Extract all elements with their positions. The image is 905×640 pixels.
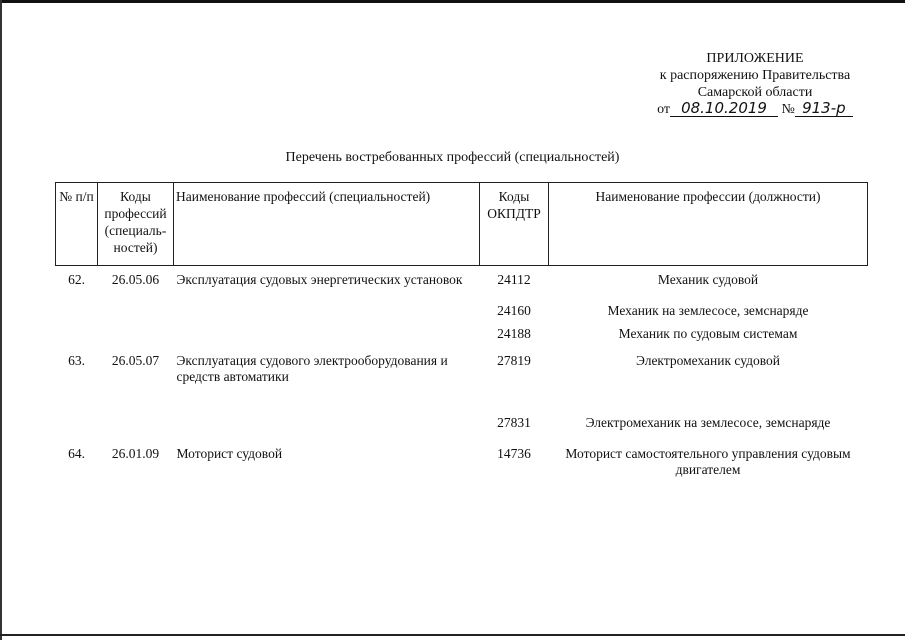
row-position: Механик судовой (657, 272, 759, 287)
header-name: Наименование профессий (специальностей) (174, 183, 480, 266)
row-num (56, 322, 98, 345)
row-okpdtr: 14736 (497, 446, 531, 461)
row-position: Механик по судовым системам (618, 326, 798, 341)
row-code: 26.05.07 (111, 353, 160, 368)
row-name (174, 395, 480, 434)
table-row (56, 395, 868, 434)
header-position: Наименование профессии (должности) (549, 183, 868, 266)
table-row (56, 345, 868, 395)
scan-left-border (0, 0, 2, 640)
row-okpdtr: 24112 (497, 272, 531, 287)
row-position: Электромеханик на землесосе, земснаряде (585, 415, 831, 430)
row-code (98, 322, 174, 345)
row-code: 26.01.09 (111, 446, 160, 461)
row-num (56, 395, 98, 434)
row-position: Механик на землесосе, земснаряде (607, 303, 809, 318)
row-name: Моторист судовой (176, 446, 283, 461)
row-num: 64. (68, 446, 85, 461)
row-name: Эксплуатация судового электрооборудования и средств автоматики (176, 353, 448, 384)
number-prefix: № (781, 102, 795, 117)
header-codes: Коды профессий (специаль-ностей) (98, 183, 174, 266)
scan-bottom-border (0, 634, 905, 636)
row-code: 26.05.06 (111, 272, 160, 287)
table-header-row (56, 183, 868, 266)
row-code (98, 291, 174, 322)
row-position: Моторист самостоятельного управления судовым двигателем (565, 446, 851, 477)
appendix-title: ПРИЛОЖЕНИЕ (706, 51, 804, 66)
row-position: Электромеханик судовой (635, 353, 781, 368)
row-num (56, 291, 98, 322)
document-title: Перечень востребованных профессий (специальностей) (285, 150, 620, 165)
table-row (56, 266, 868, 292)
appendix-line1: к распоряжению Правительства (659, 68, 851, 83)
row-name (174, 291, 480, 322)
appendix-line2: Самарской области (697, 85, 813, 100)
appendix-date-line (600, 101, 905, 118)
handwritten-number: 913-р (795, 101, 853, 117)
appendix-header (600, 50, 905, 118)
row-name (174, 322, 480, 345)
professions-table (55, 182, 868, 488)
header-okpdtr: Коды ОКПДТР (480, 183, 549, 266)
row-okpdtr: 24160 (497, 303, 531, 318)
row-okpdtr: 27819 (497, 353, 531, 368)
row-okpdtr: 24188 (497, 326, 531, 341)
header-num: № п/п (56, 183, 98, 266)
table-row (56, 291, 868, 322)
table-row (56, 322, 868, 345)
scan-top-border (0, 0, 905, 3)
handwritten-date: 08.10.2019 (670, 101, 778, 117)
date-prefix: от (657, 102, 671, 117)
row-name: Эксплуатация судовых энергетических установок (176, 272, 463, 287)
row-okpdtr: 27831 (497, 415, 531, 430)
row-num: 62. (68, 272, 85, 287)
row-num: 63. (68, 353, 85, 368)
row-code (98, 395, 174, 434)
table-row (56, 434, 868, 488)
